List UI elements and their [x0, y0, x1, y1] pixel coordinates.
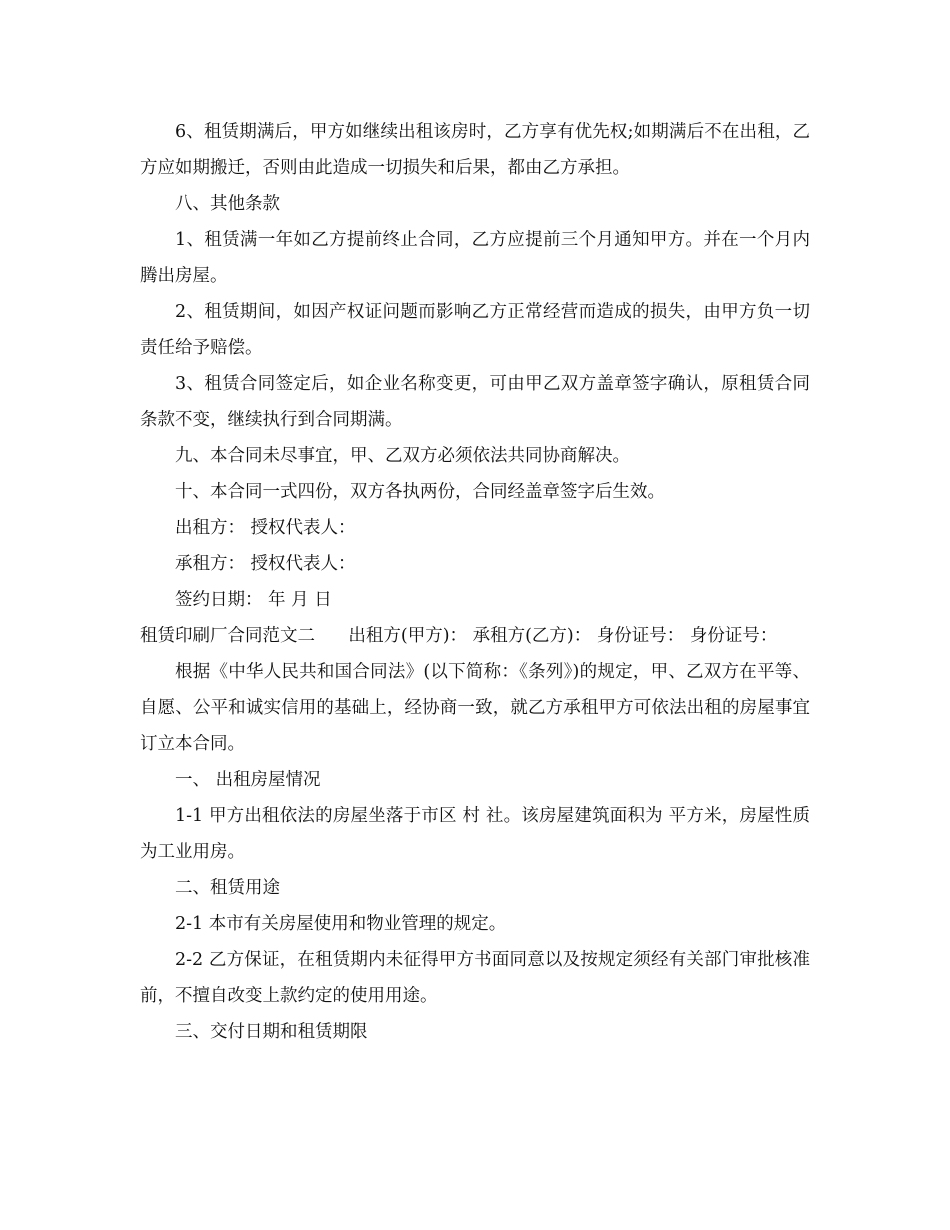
paragraph-other-terms-3: 3、租赁合同签定后，如企业名称变更，可由甲乙双方盖章签字确认，原租赁合同条款不变，继续执行到合同期满。 [140, 374, 810, 430]
document-body [140, 114, 810, 1050]
signature-lessee-line: 承租方： 授权代表人： [175, 554, 356, 574]
paragraph-clause-6-expiry: 6、租赁期满后，甲方如继续出租该房时，乙方享有优先权;如期满后不在出租，乙方应如期搬迁，否则由此造成一切损失和后果，都由乙方承担。 [140, 122, 810, 178]
signing-date-line: 签约日期： 年 月 日 [175, 590, 332, 610]
signature-lessor-line: 出租方： 授权代表人： [175, 518, 356, 538]
paragraph-preamble: 根据《中华人民共和国合同法》(以下简称：《条列》)的规定，甲、乙双方在平等、自愿、公平和诚实信用的基础上，经协商一致，就乙方承租甲方可依法出租的房屋事宜订立本合同。 [140, 662, 810, 754]
paragraph-clause-9: 九、本合同未尽事宜，甲、乙双方必须依法共同协商解决。 [175, 446, 630, 466]
heading-property-situation: 一、 出租房屋情况 [175, 770, 321, 790]
paragraph-other-terms-2: 2、租赁期间，如因产权证问题而影响乙方正常经营而造成的损失，由甲方负一切责任给予赔偿。 [140, 302, 810, 358]
heading-other-terms: 八、其他条款 [175, 194, 280, 214]
paragraph-clause-10: 十、本合同一式四份，双方各执两份，合同经盖章签字后生效。 [175, 482, 665, 502]
sample-two-header: 租赁印刷厂合同范文二 出租方(甲方)： 承租方(乙方)： 身份证号： 身份证号： [140, 626, 778, 646]
heading-lease-purpose: 二、租赁用途 [175, 878, 280, 898]
paragraph-clause-1-1: 1-1 甲方出租依法的房屋坐落于市区 村 社。该房屋建筑面积为 平方米，房屋性质为工业用房。 [140, 806, 810, 862]
paragraph-clause-2-2: 2-2 乙方保证，在租赁期内未征得甲方书面同意以及按规定须经有关部门审批核准前，不擅自改变上款约定的使用用途。 [140, 950, 810, 1006]
paragraph-clause-2-1: 2-1 本市有关房屋使用和物业管理的规定。 [175, 914, 507, 934]
paragraph-other-terms-1: 1、租赁满一年如乙方提前终止合同，乙方应提前三个月通知甲方。并在一个月内腾出房屋。 [140, 230, 810, 286]
heading-delivery-and-term: 三、交付日期和租赁期限 [175, 1022, 368, 1042]
